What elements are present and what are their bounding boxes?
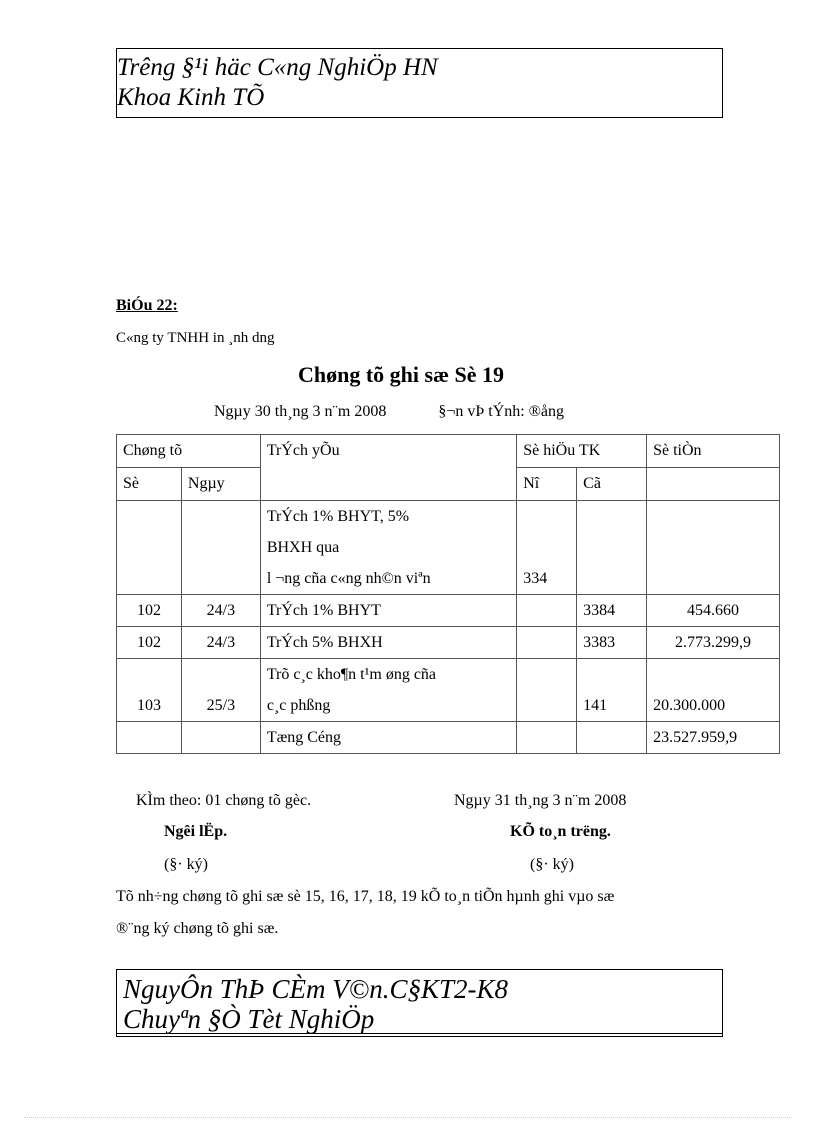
description-line: Trõ c¸c kho¶n t¹m øng cña — [266, 666, 437, 683]
table-row — [117, 627, 780, 659]
chief-accountant-role: KÕ to¸n trëng. — [510, 823, 611, 840]
school-name: Trêng §¹i häc C«ng NghiÖp HN — [117, 54, 438, 81]
preparer-role: Ngêi lËp. — [164, 823, 228, 840]
total-blank — [181, 722, 260, 754]
row-date — [181, 501, 260, 595]
document-date: Ngµy 30 th¸ng 3 n¨m 2008 — [214, 403, 387, 420]
description-line: BHXH qua — [266, 539, 340, 556]
row-credit: 141 — [577, 659, 647, 722]
row-date: 24/3 — [181, 595, 260, 627]
row-description: TrÝch 1% BHYT — [260, 595, 516, 627]
header-debit: Nî — [517, 468, 577, 501]
row-description — [260, 659, 516, 722]
row-debit: 334 — [517, 501, 577, 595]
row-debit — [517, 595, 577, 627]
row-amount: 20.300.000 — [647, 659, 780, 722]
faculty-name: Khoa Kinh TÕ — [117, 84, 265, 111]
row-debit — [517, 627, 577, 659]
table-row — [117, 595, 780, 627]
total-row — [117, 722, 780, 754]
row-description — [260, 501, 516, 595]
voucher-table — [116, 434, 780, 754]
description-line: c¸c phßng — [266, 697, 331, 714]
form-label: BiÓu 22: — [116, 297, 178, 314]
row-date: 24/3 — [181, 627, 260, 659]
header-credit: Cã — [577, 468, 647, 501]
closing-note-line2: ®¨ng ký chøng tõ ghi sæ. — [116, 920, 279, 937]
page-bottom-divider — [24, 1117, 792, 1118]
row-credit: 3383 — [577, 627, 647, 659]
chief-accountant-signed: (§· ký) — [530, 856, 574, 873]
row-number — [117, 501, 182, 595]
description-line: TrÝch 1% BHYT, 5% — [266, 508, 410, 525]
header-amount: Sè tiÒn — [647, 435, 780, 468]
row-debit — [517, 659, 577, 722]
header-description: TrÝch yÕu — [260, 435, 516, 501]
company-name: C«ng ty TNHH in ¸nh dng — [116, 330, 275, 346]
total-blank — [517, 722, 577, 754]
row-number: 103 — [117, 659, 182, 722]
row-credit — [577, 501, 647, 595]
signature-date: Ngµy 31 th¸ng 3 n¨m 2008 — [454, 792, 627, 809]
total-amount: 23.527.959,9 — [647, 722, 780, 754]
row-number: 102 — [117, 627, 182, 659]
header-date: Ngµy — [181, 468, 260, 501]
header-voucher: Chøng tõ — [117, 435, 261, 468]
table-row — [117, 659, 780, 722]
total-blank — [117, 722, 182, 754]
header-number: Sè — [117, 468, 182, 501]
date-line — [214, 403, 564, 421]
preparer-signed: (§· ký) — [164, 856, 208, 873]
row-amount — [647, 501, 780, 595]
total-blank — [577, 722, 647, 754]
row-date: 25/3 — [181, 659, 260, 722]
row-description: TrÝch 5% BHXH — [260, 627, 516, 659]
document-title: Chøng tõ ghi sæ Sè 19 — [298, 362, 504, 387]
thesis-title: Chuyªn §Ò Tèt NghiÖp — [123, 1004, 375, 1034]
row-amount: 454.660 — [647, 595, 780, 627]
attachment-note: KÌm theo: 01 chøng tõ gèc. — [136, 792, 312, 809]
table-header-row — [117, 435, 780, 468]
closing-note-line1: Tõ nh÷ng chøng tõ ghi sæ sè 15, 16, 17, 18, 19 kÕ to¸n tiÕn hµnh ghi vµo sæ — [116, 888, 615, 905]
header-account: Sè hiÖu TK — [517, 435, 647, 468]
row-amount: 2.773.299,9 — [647, 627, 780, 659]
table-row — [117, 501, 780, 595]
header-amount-blank — [647, 468, 780, 501]
description-line: l ¬ng cña c«ng nh©n viªn — [266, 570, 431, 587]
footer-box — [116, 969, 723, 1037]
header-box — [116, 48, 723, 118]
row-credit: 3384 — [577, 595, 647, 627]
total-label: Tæng Céng — [260, 722, 516, 754]
row-number: 102 — [117, 595, 182, 627]
currency-unit: §¬n vÞ tÝnh: ®ång — [438, 403, 564, 420]
author-name: NguyÔn ThÞ CÈm V©n.C§KT2-K8 — [123, 974, 509, 1004]
